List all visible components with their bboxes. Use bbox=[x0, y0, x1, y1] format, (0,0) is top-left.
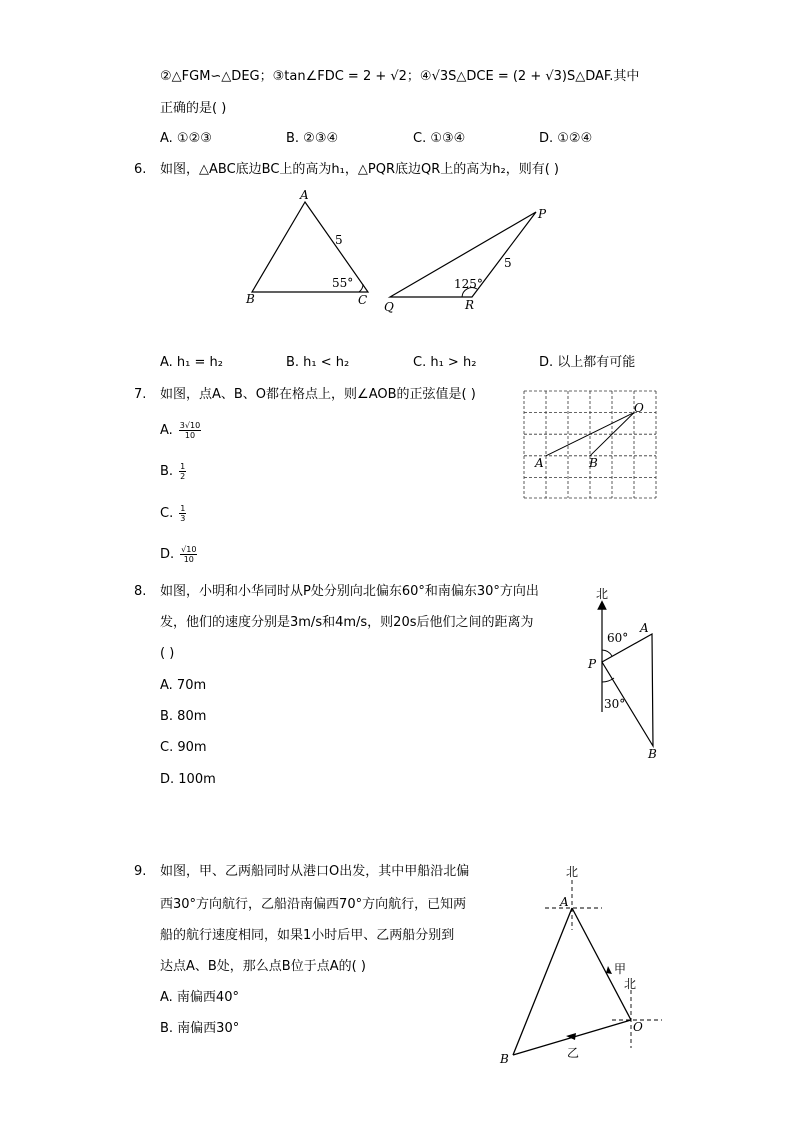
angle-60-arc bbox=[602, 650, 612, 656]
label-a: A bbox=[640, 621, 649, 635]
label-p: P bbox=[538, 207, 547, 221]
q6-option-c[interactable]: C. h₁ > h₂ bbox=[413, 355, 477, 370]
q7-option-b-fraction bbox=[179, 462, 186, 481]
q7-option-b-letter: B. bbox=[160, 464, 174, 479]
q8-line1: 如图，小明和小华同时从P处分别向北偏东60°和南偏东30°方向出 bbox=[160, 584, 539, 599]
q7-option-b-denominator: 2 bbox=[180, 472, 186, 481]
q7-option-c-letter: C. bbox=[160, 506, 174, 521]
q7-option-a-numerator: 3√10 bbox=[179, 421, 201, 430]
label-a: A bbox=[560, 895, 569, 909]
q9-line4: 达点A、B处，那么点B位于点A的( ) bbox=[160, 959, 366, 974]
q8-option-a[interactable]: A. 70m bbox=[160, 678, 207, 693]
q8-option-d[interactable]: D. 100m bbox=[160, 772, 216, 787]
q7-option-a-letter: A. bbox=[160, 423, 173, 438]
q6-stem: 如图，△ABC底边BC上的高为h₁，△PQR底边QR上的高为h₂，则有( ) bbox=[160, 162, 559, 177]
q7-option-c[interactable] bbox=[160, 504, 186, 523]
label-b: B bbox=[246, 292, 255, 306]
label-north-a: 北 bbox=[566, 865, 579, 879]
q7-option-a[interactable] bbox=[160, 421, 201, 440]
q7-option-b[interactable] bbox=[160, 462, 186, 481]
q7-option-d-numerator: √10 bbox=[181, 545, 197, 554]
label-b: B bbox=[500, 1052, 509, 1066]
q5-line2: 正确的是( ) bbox=[160, 101, 227, 116]
q9-line1: 如图，甲、乙两船同时从港口O出发，其中甲船沿北偏 bbox=[160, 864, 470, 879]
q7-option-d-letter: D. bbox=[160, 547, 175, 562]
label-north-o: 北 bbox=[624, 977, 637, 991]
triangle-pab bbox=[602, 634, 653, 746]
label-60: 60° bbox=[607, 631, 629, 645]
q7-option-d[interactable] bbox=[160, 545, 197, 564]
label-r: R bbox=[465, 298, 475, 312]
q8-option-c[interactable]: C. 90m bbox=[160, 740, 207, 755]
q6-triangles-figure bbox=[240, 185, 560, 320]
label-side-pr: 5 bbox=[504, 256, 512, 270]
label-angle-55: 55° bbox=[332, 276, 354, 290]
q6-option-a[interactable]: A. h₁ = h₂ bbox=[160, 355, 223, 370]
q7-option-c-numerator: 1 bbox=[180, 504, 186, 513]
q8-number: 8. bbox=[134, 584, 147, 599]
label-b: B bbox=[589, 456, 598, 470]
label-c: C bbox=[358, 293, 368, 307]
q6-number: 6. bbox=[134, 162, 147, 177]
label-b: B bbox=[648, 747, 657, 761]
label-a: A bbox=[535, 456, 544, 470]
q7-option-d-denominator: 10 bbox=[183, 555, 194, 564]
label-p: P bbox=[588, 657, 597, 671]
q7-number: 7. bbox=[134, 387, 147, 402]
q5-option-d[interactable]: D. ①②④ bbox=[539, 131, 593, 146]
q8-line3: ( ) bbox=[160, 646, 175, 661]
q5-option-b[interactable]: B. ②③④ bbox=[286, 131, 339, 146]
q8-direction-figure bbox=[580, 580, 670, 765]
q6-option-d[interactable]: D. 以上都有可能 bbox=[539, 355, 636, 370]
q9-line2: 西30°方向航行，乙船沿南偏西70°方向航行，已知两 bbox=[160, 897, 467, 912]
label-jia: 甲 bbox=[614, 962, 627, 976]
label-side-ac: 5 bbox=[335, 233, 343, 247]
q7-stem: 如图，点A、B、O都在格点上，则∠AOB的正弦值是( ) bbox=[160, 387, 476, 402]
q7-option-c-fraction bbox=[179, 504, 186, 523]
q9-ship-figure bbox=[490, 860, 680, 1070]
q7-option-b-numerator: 1 bbox=[180, 462, 186, 471]
q7-option-c-denominator: 3 bbox=[180, 514, 186, 523]
q9-line3: 船的航行速度相同，如果1小时后甲、乙两船分别到 bbox=[160, 928, 455, 943]
label-o: O bbox=[633, 1020, 643, 1034]
q6-option-b[interactable]: B. h₁ < h₂ bbox=[286, 355, 350, 370]
q5-option-c[interactable]: C. ①③④ bbox=[413, 131, 466, 146]
label-yi: 乙 bbox=[567, 1046, 580, 1060]
q5-line1: ②△FGM∽△DEG；③tan∠FDC = 2 + √2；④√3S△DCE = (2 + √3)S△DAF.其中 bbox=[160, 69, 640, 84]
segment-ab bbox=[513, 908, 572, 1055]
q9-option-a[interactable]: A. 南偏西40° bbox=[160, 990, 239, 1005]
label-o: O bbox=[634, 401, 644, 415]
q9-option-b[interactable]: B. 南偏西30° bbox=[160, 1021, 240, 1036]
label-north: 北 bbox=[596, 587, 609, 601]
q7-grid-figure bbox=[520, 388, 660, 500]
q7-option-a-denominator: 10 bbox=[184, 431, 196, 440]
q9-number: 9. bbox=[134, 864, 147, 879]
q5-option-a[interactable]: A. ①②③ bbox=[160, 131, 212, 146]
q8-line2: 发，他们的速度分别是3m/s和4m/s，则20s后他们之间的距离为 bbox=[160, 615, 534, 630]
label-angle-125: 125° bbox=[454, 277, 483, 291]
angle-c-arc bbox=[359, 284, 363, 292]
arrow-jia bbox=[606, 966, 612, 974]
q7-option-d-fraction bbox=[180, 545, 197, 564]
label-q: Q bbox=[384, 300, 394, 314]
q7-option-a-fraction bbox=[179, 421, 201, 440]
label-30: 30° bbox=[604, 697, 626, 711]
q8-option-b[interactable]: B. 80m bbox=[160, 709, 207, 724]
label-a: A bbox=[300, 188, 309, 202]
